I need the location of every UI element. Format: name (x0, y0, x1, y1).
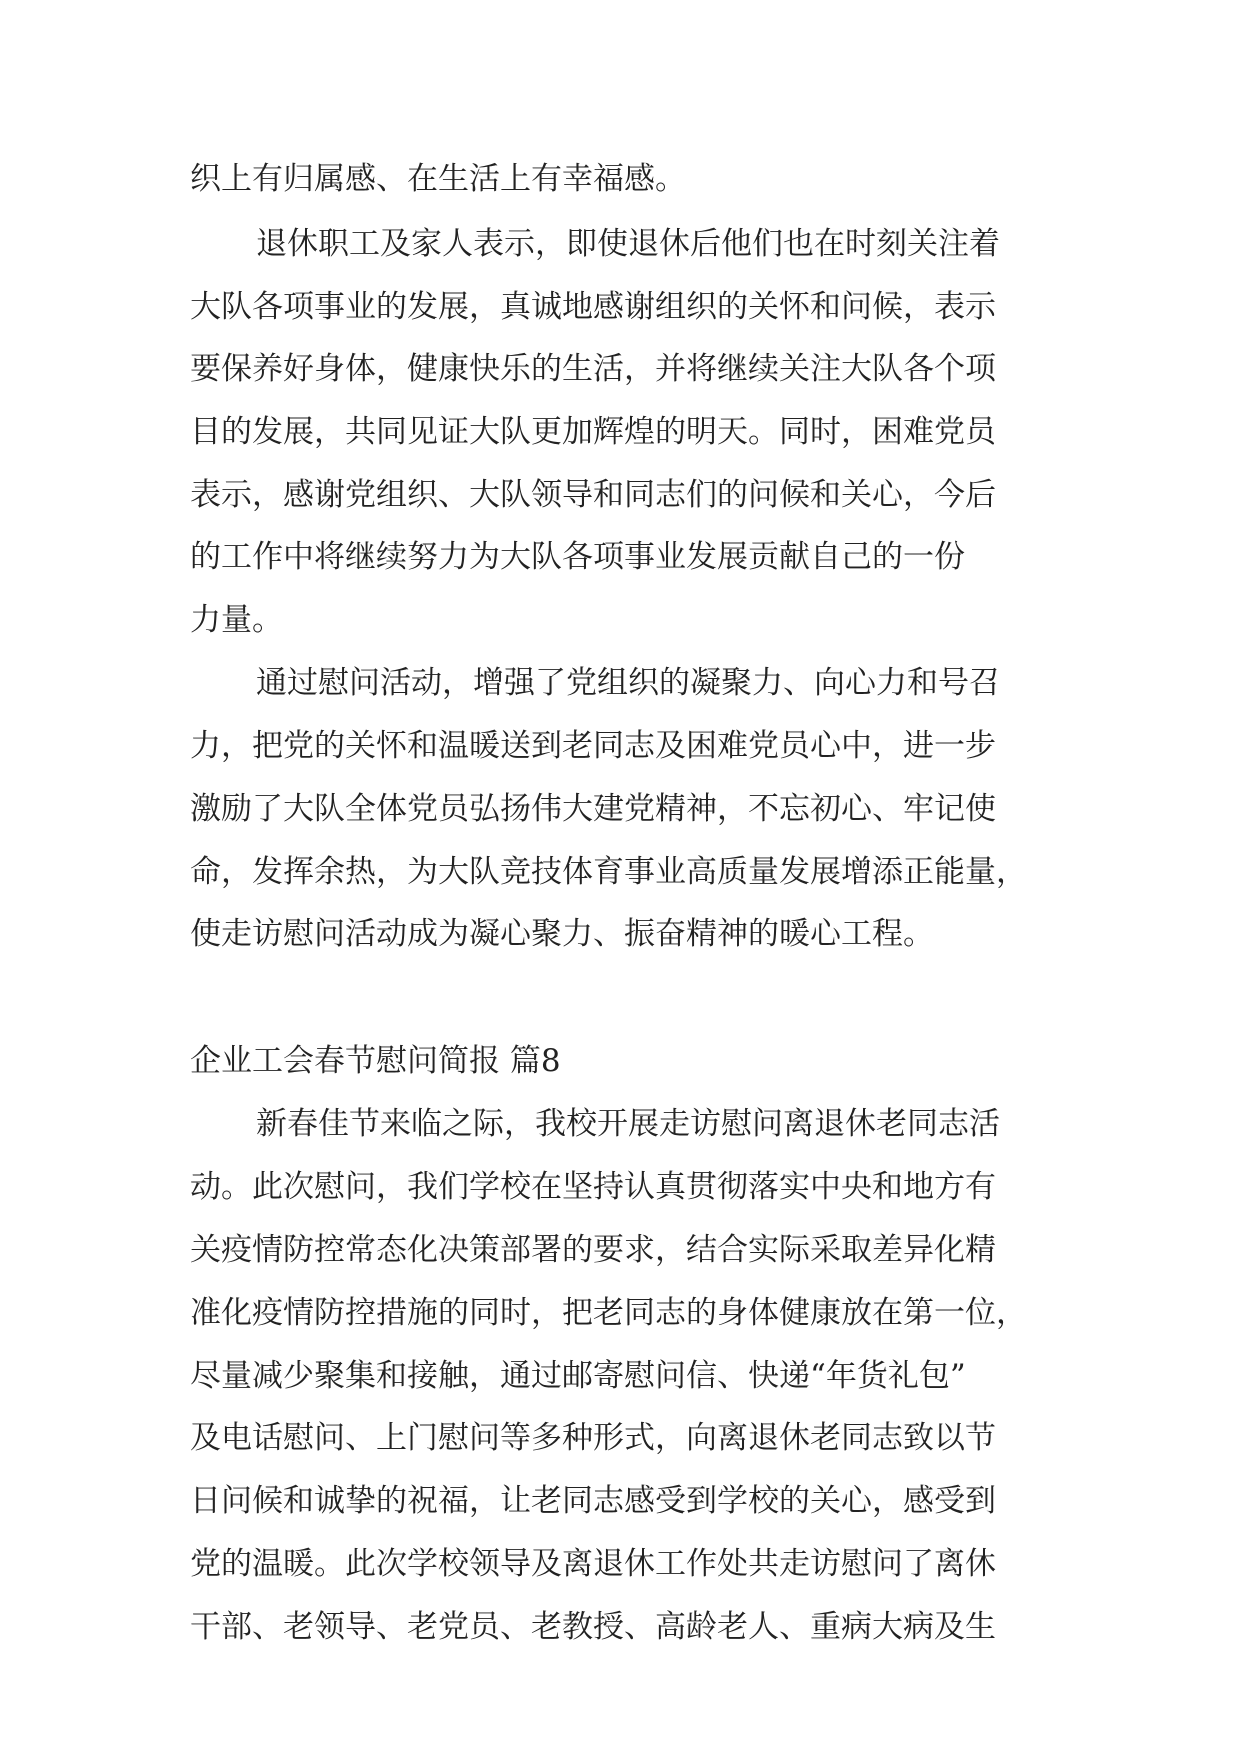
text-line: 织上有归属感、在生活上有幸福感。 (190, 161, 686, 197)
text-line: 日问候和诚挚的祝福，让老同志感受到学校的关心，感受到 (190, 1483, 996, 1519)
text-line: 激励了大队全体党员弘扬伟大建党精神，不忘初心、牢记使 (190, 791, 996, 827)
text-line: 使走访慰问活动成为凝心聚力、振奋精神的暖心工程。 (190, 916, 934, 952)
text-line: 要保养好身体，健康快乐的生活，并将继续关注大队各个项 (190, 351, 996, 387)
text-line: 表示，感谢党组织、大队领导和同志们的问候和关心，今后 (190, 477, 996, 513)
text-line: 干部、老领导、老党员、老教授、高龄老人、重病大病及生 (190, 1609, 996, 1645)
text-line: 新春佳节来临之际，我校开展走访慰问离退休老同志活 (256, 1106, 1000, 1142)
text-line: 力，把党的关怀和温暖送到老同志及困难党员心中，进一步 (190, 728, 996, 764)
text-line: 退休职工及家人表示，即使退休后他们也在时刻关注着 (256, 226, 1000, 262)
text-line: 力量。 (190, 602, 283, 638)
text-line: 目的发展，共同见证大队更加辉煌的明天。同时，困难党员 (190, 414, 996, 450)
section-heading: 企业工会春节慰问简报 篇8 (190, 1043, 561, 1079)
text-line: 通过慰问活动，增强了党组织的凝聚力、向心力和号召 (256, 665, 1000, 701)
text-line: 命，发挥余热，为大队竞技体育事业高质量发展增添正能量， (190, 854, 1027, 890)
text-line: 准化疫情防控措施的同时，把老同志的身体健康放在第一位， (190, 1295, 1027, 1331)
text-line: 关疫情防控常态化决策部署的要求，结合实际采取差异化精 (190, 1232, 996, 1268)
text-line: 的工作中将继续努力为大队各项事业发展贡献自己的一份 (190, 539, 965, 575)
text-line: 动。此次慰问，我们学校在坚持认真贯彻落实中央和地方有 (190, 1169, 996, 1205)
text-line: 党的温暖。此次学校领导及离退休工作处共走访慰问了离休 (190, 1546, 996, 1582)
text-line: 尽量减少聚集和接触，通过邮寄慰问信、快递“年货礼包” (190, 1358, 966, 1394)
text-line: 及电话慰问、上门慰问等多种形式，向离退休老同志致以节 (190, 1420, 996, 1456)
text-line: 大队各项事业的发展，真诚地感谢组织的关怀和问候，表示 (190, 289, 996, 325)
